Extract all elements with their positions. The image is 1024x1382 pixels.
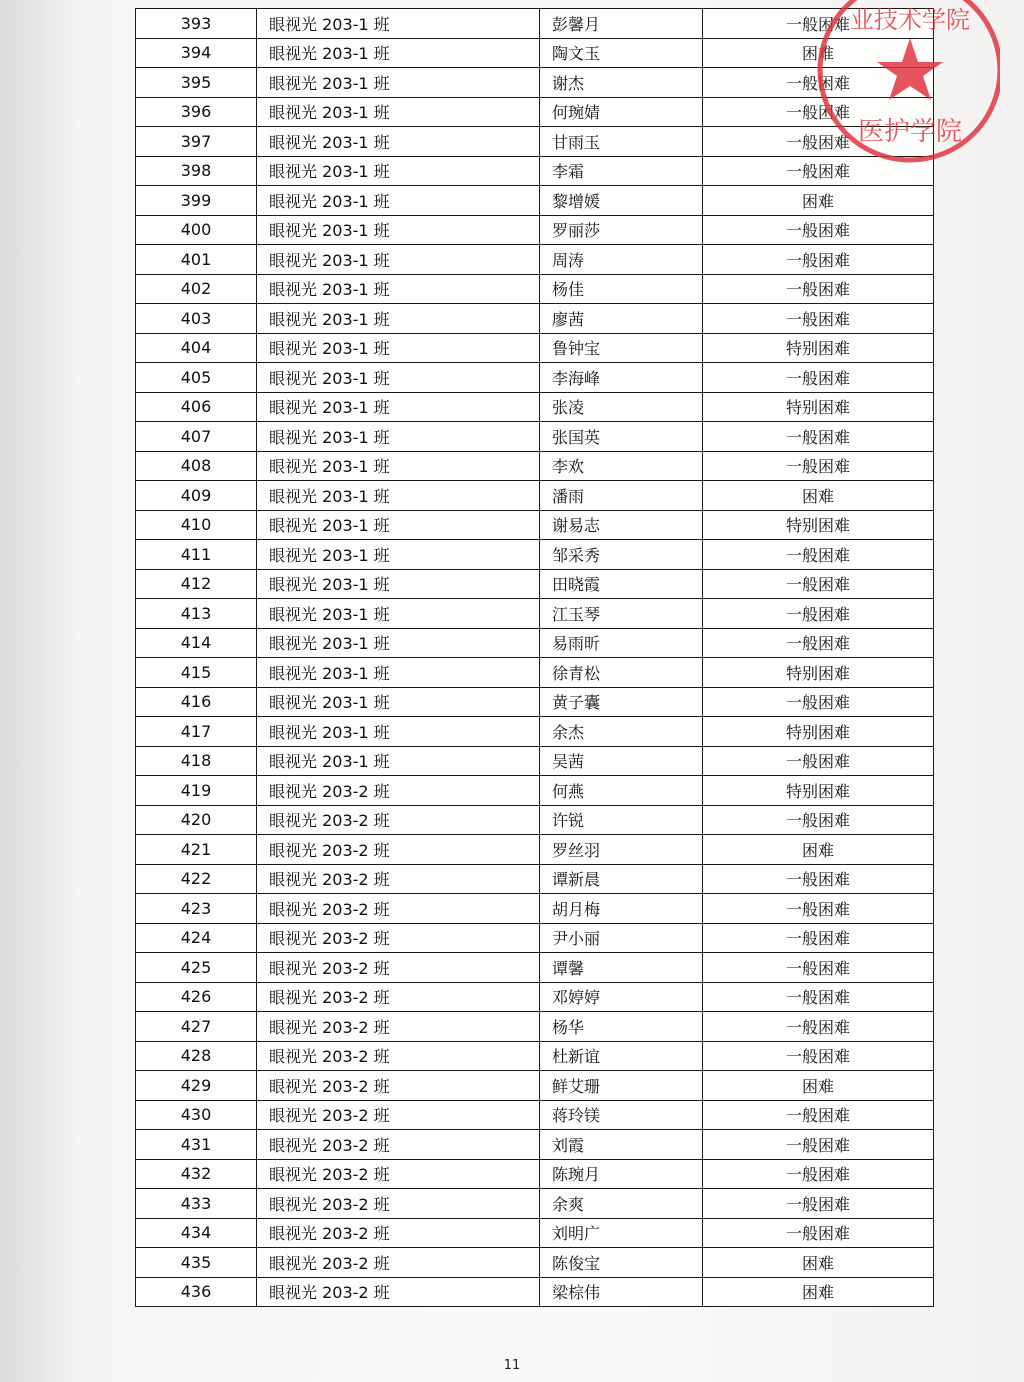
row-number-cell: 424 (136, 923, 257, 953)
difficulty-level-cell: 一般困难 (703, 215, 934, 245)
difficulty-level-cell: 困难 (703, 1071, 934, 1101)
student-name-cell: 彭馨月 (540, 9, 703, 39)
student-name-cell: 潘雨 (540, 481, 703, 511)
difficulty-level-cell: 一般困难 (703, 923, 934, 953)
row-number-cell: 394 (136, 38, 257, 68)
student-name-cell: 杨佳 (540, 274, 703, 304)
row-number-cell: 412 (136, 569, 257, 599)
table-row (136, 97, 934, 127)
class-cell: 眼视光 203-2 班 (257, 923, 540, 953)
student-name-cell: 张凌 (540, 392, 703, 422)
row-number-cell: 416 (136, 687, 257, 717)
difficulty-level-cell: 一般困难 (703, 1041, 934, 1071)
student-list-table (135, 8, 934, 1307)
table-row (136, 510, 934, 540)
table-row (136, 451, 934, 481)
seal-upper-text: 业技术学院 (850, 6, 970, 34)
student-name-cell: 易雨昕 (540, 628, 703, 658)
class-cell: 眼视光 203-1 班 (257, 481, 540, 511)
seal-lower-text: 医护学院 (857, 117, 963, 147)
table-row (136, 127, 934, 157)
student-name-cell: 蒋玲镁 (540, 1100, 703, 1130)
student-name-cell: 吴茜 (540, 746, 703, 776)
table-row (136, 569, 934, 599)
student-name-cell: 梁棕伟 (540, 1277, 703, 1307)
student-name-cell: 罗丽莎 (540, 215, 703, 245)
student-name-cell: 鲁钟宝 (540, 333, 703, 363)
class-cell: 眼视光 203-2 班 (257, 1189, 540, 1219)
row-number-cell: 401 (136, 245, 257, 275)
student-name-cell: 谢易志 (540, 510, 703, 540)
student-name-cell: 刘霞 (540, 1130, 703, 1160)
class-cell: 眼视光 203-2 班 (257, 1041, 540, 1071)
class-cell: 眼视光 203-1 班 (257, 245, 540, 275)
difficulty-level-cell: 特别困难 (703, 658, 934, 688)
student-name-cell: 杨华 (540, 1012, 703, 1042)
class-cell: 眼视光 203-1 班 (257, 363, 540, 393)
difficulty-level-cell: 一般困难 (703, 422, 934, 452)
class-cell: 眼视光 203-2 班 (257, 864, 540, 894)
student-name-cell: 江玉琴 (540, 599, 703, 629)
difficulty-level-cell: 一般困难 (703, 9, 934, 39)
class-cell: 眼视光 203-1 班 (257, 717, 540, 747)
row-number-cell: 402 (136, 274, 257, 304)
table-body (136, 9, 934, 1307)
row-number-cell: 413 (136, 599, 257, 629)
difficulty-level-cell: 一般困难 (703, 1218, 934, 1248)
difficulty-level-cell: 特别困难 (703, 392, 934, 422)
difficulty-level-cell: 一般困难 (703, 68, 934, 98)
student-name-cell: 余杰 (540, 717, 703, 747)
table-row (136, 304, 934, 334)
table-row (136, 68, 934, 98)
row-number-cell: 408 (136, 451, 257, 481)
class-cell: 眼视光 203-1 班 (257, 38, 540, 68)
student-name-cell: 李欢 (540, 451, 703, 481)
table-row (136, 1100, 934, 1130)
student-name-cell: 尹小丽 (540, 923, 703, 953)
difficulty-level-cell: 一般困难 (703, 451, 934, 481)
difficulty-level-cell: 一般困难 (703, 274, 934, 304)
class-cell: 眼视光 203-2 班 (257, 1012, 540, 1042)
class-cell: 眼视光 203-1 班 (257, 274, 540, 304)
student-name-cell: 许锐 (540, 805, 703, 835)
row-number-cell: 407 (136, 422, 257, 452)
table-row (136, 835, 934, 865)
table-row (136, 1159, 934, 1189)
class-cell: 眼视光 203-1 班 (257, 9, 540, 39)
student-name-cell: 张国英 (540, 422, 703, 452)
table-row (136, 1189, 934, 1219)
table-row (136, 38, 934, 68)
row-number-cell: 436 (136, 1277, 257, 1307)
class-cell: 眼视光 203-1 班 (257, 127, 540, 157)
difficulty-level-cell: 一般困难 (703, 599, 934, 629)
class-cell: 眼视光 203-2 班 (257, 1248, 540, 1278)
table-row (136, 422, 934, 452)
table-row (136, 1130, 934, 1160)
row-number-cell: 425 (136, 953, 257, 983)
row-number-cell: 398 (136, 156, 257, 186)
student-list-table-wrapper (135, 8, 910, 1307)
class-cell: 眼视光 203-2 班 (257, 982, 540, 1012)
class-cell: 眼视光 203-1 班 (257, 599, 540, 629)
difficulty-level-cell: 困难 (703, 835, 934, 865)
class-cell: 眼视光 203-1 班 (257, 510, 540, 540)
student-name-cell: 甘雨玉 (540, 127, 703, 157)
table-row (136, 894, 934, 924)
class-cell: 眼视光 203-2 班 (257, 1218, 540, 1248)
table-row (136, 982, 934, 1012)
row-number-cell: 411 (136, 540, 257, 570)
table-row (136, 687, 934, 717)
row-number-cell: 428 (136, 1041, 257, 1071)
row-number-cell: 418 (136, 746, 257, 776)
difficulty-level-cell: 一般困难 (703, 805, 934, 835)
class-cell: 眼视光 203-1 班 (257, 68, 540, 98)
row-number-cell: 410 (136, 510, 257, 540)
class-cell: 眼视光 203-1 班 (257, 333, 540, 363)
table-row (136, 923, 934, 953)
table-row (136, 9, 934, 39)
difficulty-level-cell: 一般困难 (703, 156, 934, 186)
difficulty-level-cell: 一般困难 (703, 1159, 934, 1189)
class-cell: 眼视光 203-1 班 (257, 540, 540, 570)
difficulty-level-cell: 一般困难 (703, 363, 934, 393)
student-name-cell: 陈俊宝 (540, 1248, 703, 1278)
table-row (136, 805, 934, 835)
table-row (136, 274, 934, 304)
row-number-cell: 400 (136, 215, 257, 245)
table-row (136, 1041, 934, 1071)
table-row (136, 776, 934, 806)
row-number-cell: 417 (136, 717, 257, 747)
student-name-cell: 邓婷婷 (540, 982, 703, 1012)
difficulty-level-cell: 一般困难 (703, 1130, 934, 1160)
class-cell: 眼视光 203-1 班 (257, 628, 540, 658)
table-row (136, 481, 934, 511)
class-cell: 眼视光 203-1 班 (257, 451, 540, 481)
difficulty-level-cell: 一般困难 (703, 687, 934, 717)
student-name-cell: 陈琬月 (540, 1159, 703, 1189)
row-number-cell: 403 (136, 304, 257, 334)
table-row (136, 540, 934, 570)
difficulty-level-cell: 困难 (703, 186, 934, 216)
page-number: 11 (503, 1358, 521, 1373)
row-number-cell: 414 (136, 628, 257, 658)
student-name-cell: 胡月梅 (540, 894, 703, 924)
row-number-cell: 432 (136, 1159, 257, 1189)
difficulty-level-cell: 一般困难 (703, 1189, 934, 1219)
difficulty-level-cell: 困难 (703, 1248, 934, 1278)
difficulty-level-cell: 一般困难 (703, 304, 934, 334)
class-cell: 眼视光 203-2 班 (257, 1277, 540, 1307)
row-number-cell: 435 (136, 1248, 257, 1278)
difficulty-level-cell: 一般困难 (703, 953, 934, 983)
difficulty-level-cell: 一般困难 (703, 1100, 934, 1130)
row-number-cell: 396 (136, 97, 257, 127)
class-cell: 眼视光 203-2 班 (257, 1071, 540, 1101)
student-name-cell: 罗丝羽 (540, 835, 703, 865)
table-row (136, 245, 934, 275)
row-number-cell: 420 (136, 805, 257, 835)
difficulty-level-cell: 一般困难 (703, 97, 934, 127)
student-name-cell: 杜新谊 (540, 1041, 703, 1071)
difficulty-level-cell: 特别困难 (703, 776, 934, 806)
student-name-cell: 邹采秀 (540, 540, 703, 570)
row-number-cell: 395 (136, 68, 257, 98)
row-number-cell: 433 (136, 1189, 257, 1219)
student-name-cell: 何琬婧 (540, 97, 703, 127)
class-cell: 眼视光 203-2 班 (257, 953, 540, 983)
class-cell: 眼视光 203-2 班 (257, 1130, 540, 1160)
row-number-cell: 397 (136, 127, 257, 157)
row-number-cell: 399 (136, 186, 257, 216)
row-number-cell: 415 (136, 658, 257, 688)
class-cell: 眼视光 203-1 班 (257, 304, 540, 334)
difficulty-level-cell: 一般困难 (703, 746, 934, 776)
table-row (136, 746, 934, 776)
student-name-cell: 余爽 (540, 1189, 703, 1219)
class-cell: 眼视光 203-2 班 (257, 1100, 540, 1130)
student-name-cell: 李海峰 (540, 363, 703, 393)
class-cell: 眼视光 203-2 班 (257, 776, 540, 806)
row-number-cell: 423 (136, 894, 257, 924)
difficulty-level-cell: 一般困难 (703, 127, 934, 157)
table-row (136, 156, 934, 186)
class-cell: 眼视光 203-1 班 (257, 746, 540, 776)
student-name-cell: 谭新晨 (540, 864, 703, 894)
student-name-cell: 黎增媛 (540, 186, 703, 216)
difficulty-level-cell: 一般困难 (703, 894, 934, 924)
class-cell: 眼视光 203-1 班 (257, 422, 540, 452)
table-row (136, 363, 934, 393)
row-number-cell: 422 (136, 864, 257, 894)
difficulty-level-cell: 一般困难 (703, 1012, 934, 1042)
row-number-cell: 431 (136, 1130, 257, 1160)
difficulty-level-cell: 困难 (703, 38, 934, 68)
class-cell: 眼视光 203-2 班 (257, 894, 540, 924)
row-number-cell: 419 (136, 776, 257, 806)
difficulty-level-cell: 特别困难 (703, 717, 934, 747)
class-cell: 眼视光 203-1 班 (257, 392, 540, 422)
student-name-cell: 何燕 (540, 776, 703, 806)
table-row (136, 186, 934, 216)
class-cell: 眼视光 203-1 班 (257, 569, 540, 599)
class-cell: 眼视光 203-1 班 (257, 687, 540, 717)
table-row (136, 215, 934, 245)
difficulty-level-cell: 一般困难 (703, 628, 934, 658)
row-number-cell: 405 (136, 363, 257, 393)
student-name-cell: 徐青松 (540, 658, 703, 688)
row-number-cell: 409 (136, 481, 257, 511)
table-row (136, 392, 934, 422)
table-row (136, 953, 934, 983)
difficulty-level-cell: 一般困难 (703, 540, 934, 570)
class-cell: 眼视光 203-1 班 (257, 186, 540, 216)
table-row (136, 864, 934, 894)
student-name-cell: 陶文玉 (540, 38, 703, 68)
table-row (136, 1277, 934, 1307)
student-name-cell: 黄子囊 (540, 687, 703, 717)
class-cell: 眼视光 203-1 班 (257, 658, 540, 688)
student-name-cell: 刘明广 (540, 1218, 703, 1248)
student-name-cell: 廖茜 (540, 304, 703, 334)
difficulty-level-cell: 一般困难 (703, 245, 934, 275)
row-number-cell: 434 (136, 1218, 257, 1248)
row-number-cell: 393 (136, 9, 257, 39)
class-cell: 眼视光 203-2 班 (257, 1159, 540, 1189)
row-number-cell: 421 (136, 835, 257, 865)
table-row (136, 1218, 934, 1248)
table-row (136, 1012, 934, 1042)
table-row (136, 628, 934, 658)
student-name-cell: 李霜 (540, 156, 703, 186)
student-name-cell: 周涛 (540, 245, 703, 275)
difficulty-level-cell: 困难 (703, 481, 934, 511)
class-cell: 眼视光 203-2 班 (257, 835, 540, 865)
difficulty-level-cell: 一般困难 (703, 864, 934, 894)
table-row (136, 1071, 934, 1101)
class-cell: 眼视光 203-2 班 (257, 805, 540, 835)
row-number-cell: 429 (136, 1071, 257, 1101)
student-name-cell: 鲜艾珊 (540, 1071, 703, 1101)
row-number-cell: 430 (136, 1100, 257, 1130)
class-cell: 眼视光 203-1 班 (257, 156, 540, 186)
table-row (136, 333, 934, 363)
table-row (136, 1248, 934, 1278)
class-cell: 眼视光 203-1 班 (257, 215, 540, 245)
student-name-cell: 田晓霞 (540, 569, 703, 599)
difficulty-level-cell: 一般困难 (703, 569, 934, 599)
student-name-cell: 谢杰 (540, 68, 703, 98)
table-row (136, 599, 934, 629)
row-number-cell: 426 (136, 982, 257, 1012)
difficulty-level-cell: 困难 (703, 1277, 934, 1307)
difficulty-level-cell: 一般困难 (703, 982, 934, 1012)
row-number-cell: 404 (136, 333, 257, 363)
table-row (136, 717, 934, 747)
row-number-cell: 427 (136, 1012, 257, 1042)
table-row (136, 658, 934, 688)
student-name-cell: 谭馨 (540, 953, 703, 983)
row-number-cell: 406 (136, 392, 257, 422)
difficulty-level-cell: 特别困难 (703, 510, 934, 540)
class-cell: 眼视光 203-1 班 (257, 97, 540, 127)
difficulty-level-cell: 特别困难 (703, 333, 934, 363)
